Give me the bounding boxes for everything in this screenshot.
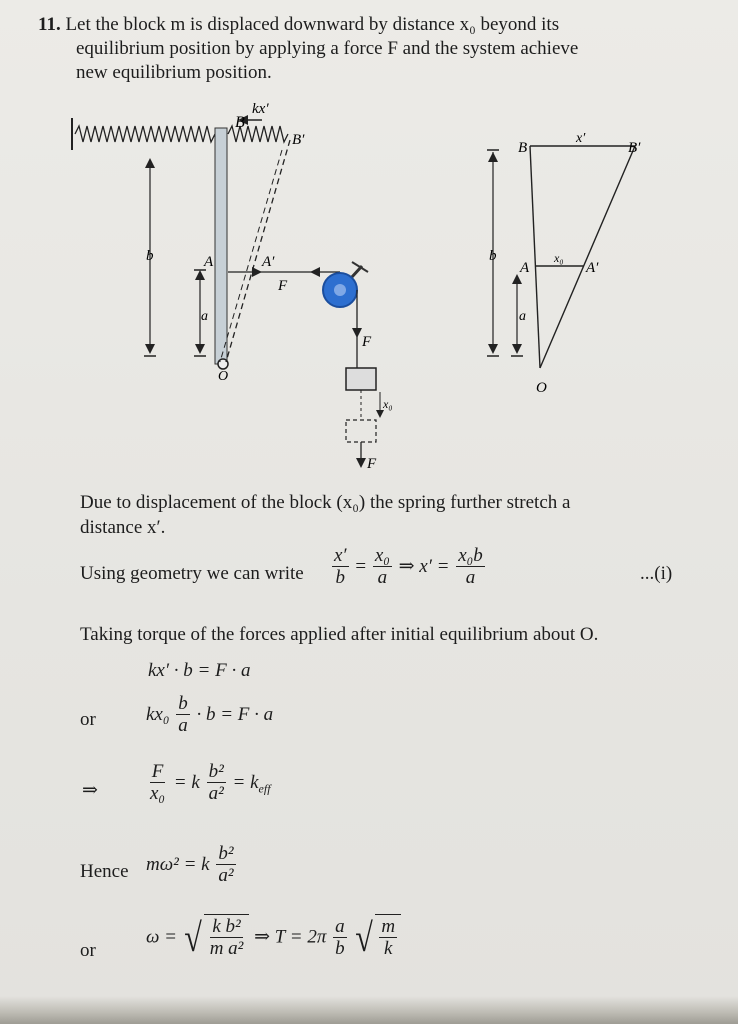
torque-equation-2: kx₀ $\frac{b}{a}$ · b = F · a <box>146 693 274 736</box>
svg-text:a: a <box>201 309 208 324</box>
implies-symbol: ⇒ <box>82 780 98 801</box>
equation-tag: ...(i) <box>640 563 673 584</box>
svg-text:B′: B′ <box>628 140 641 156</box>
svg-text:B′: B′ <box>292 132 305 148</box>
keff-equation: $\frac{F}{\text{x₀}}$ = k $\frac{\text{b²}}{\text{a²}}$ = $k_{eff}$ <box>150 761 271 804</box>
svg-text:x₀: x₀ <box>383 397 393 411</box>
svg-text:F: F <box>367 456 377 472</box>
svg-text:a: a <box>519 309 526 324</box>
problem-line-1: Let the block m is displaced downward by distance x₀ beyond its <box>65 14 560 35</box>
pivot-O <box>218 359 228 369</box>
problem-line-3: new equilibrium position. <box>76 62 272 83</box>
problem-line-2: equilibrium position by applying a force F and the system achieve <box>76 38 579 59</box>
svg-text:A′: A′ <box>586 260 599 276</box>
omega-equation: ω = √ $\frac{\text{k b²}}{\text{m a²}}$ ⇒ T = 2π $\frac{a}{b}$ √ $\frac{m}{k}$ <box>146 914 401 962</box>
spring <box>75 126 215 142</box>
svg-text:F: F <box>278 278 288 294</box>
torque-intro: Taking torque of the forces applied after initial equilibrium about O. <box>80 624 599 645</box>
or-label-1: or <box>80 709 96 730</box>
geometry-equation: $\frac{x'}{b}$ = $\frac{\text{x₀}}{a}$ ⇒ x′ = $\frac{\text{x₀b}}{a}$ <box>334 545 483 588</box>
svg-text:B: B <box>518 140 528 156</box>
problem-number: 11. <box>38 14 61 35</box>
block <box>346 368 376 390</box>
svg-text:A: A <box>520 260 530 276</box>
svg-text:A′: A′ <box>262 254 275 270</box>
geometry-intro: Using geometry we can write <box>80 563 304 584</box>
torque-equation-1: kx′ · b = F · a <box>148 660 251 681</box>
lever-rod <box>215 128 227 364</box>
paragraph-line-2: distance x′. <box>80 517 166 538</box>
omega-squared-equation: mω² = k $\frac{\text{b²}}{\text{a²}}$ <box>146 843 234 886</box>
paragraph-line-1: Due to displacement of the block (x₀) the spring further stretch a <box>80 492 571 513</box>
hence-label: Hence <box>80 861 129 882</box>
displaced-block <box>346 420 376 442</box>
svg-text:O: O <box>536 380 547 396</box>
svg-text:kx′: kx′ <box>252 101 269 117</box>
svg-text:F: F <box>362 334 372 350</box>
svg-text:A: A <box>204 254 214 270</box>
svg-text:O: O <box>218 369 229 384</box>
problem-statement <box>38 14 559 36</box>
or-label-2: or <box>80 940 96 961</box>
svg-text:b: b <box>489 248 497 264</box>
svg-text:x′: x′ <box>576 131 586 146</box>
page-edge-shadow <box>0 996 738 1024</box>
svg-text:x₀: x₀ <box>554 251 564 265</box>
figure-similar-triangles <box>470 120 670 400</box>
figure-lever-spring-pulley <box>60 100 460 480</box>
svg-text:b: b <box>146 248 154 264</box>
label-B: B <box>235 114 245 131</box>
